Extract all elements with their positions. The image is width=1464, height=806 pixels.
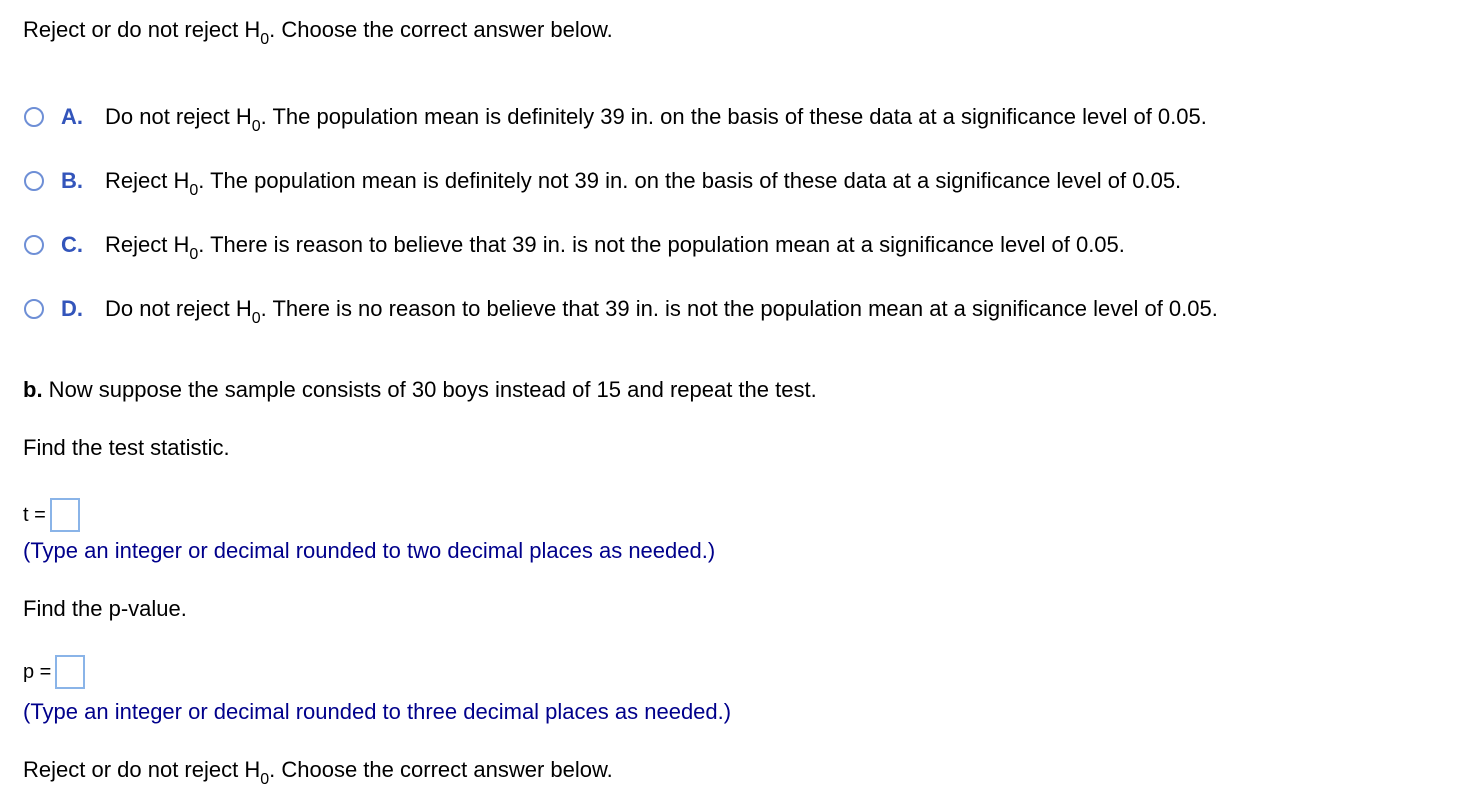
option-c[interactable]: [24, 229, 1125, 261]
find-p-value-label: Find the p-value.: [23, 596, 187, 621]
prompt-text: Reject or do not reject H: [23, 17, 261, 42]
t-answer-row: [23, 498, 80, 532]
radio-button-b[interactable]: [24, 171, 44, 191]
option-a[interactable]: [24, 101, 1207, 133]
final-prompt: [23, 756, 613, 787]
prompt-subscript: 0: [260, 31, 270, 48]
option-letter-d: D.: [61, 296, 83, 321]
option-text-a: Do not reject $H_0$. The population mean is definitely 39 in. on the basis of these data at a significance level of 0.05.: [105, 104, 1207, 135]
option-b[interactable]: [24, 165, 1181, 197]
t-label: t =: [23, 503, 46, 526]
part-b-statement: [23, 376, 817, 404]
option-text-b: Reject $H_0$. The population mean is definitely not 39 in. on the basis of these data at a significance level of 0.05.: [105, 168, 1182, 199]
option-d[interactable]: [24, 293, 1218, 325]
option-letter-c: C.: [61, 232, 83, 257]
final-prompt-text: Reject or do not reject H: [23, 757, 261, 782]
radio-button-d[interactable]: [24, 299, 44, 319]
radio-button-c[interactable]: [24, 235, 44, 255]
part-b-text: Now suppose the sample consists of 30 boys instead of 15 and repeat the test.: [42, 377, 817, 402]
p-hint: (Type an integer or decimal rounded to three decimal places as needed.): [23, 699, 732, 724]
part-b-label: b.: [23, 377, 43, 402]
option-letter-b: B.: [61, 168, 83, 193]
p-input[interactable]: [55, 655, 85, 689]
final-prompt-subscript: 0: [260, 771, 270, 788]
question-prompt: [23, 16, 613, 47]
option-letter-a: A.: [61, 104, 83, 129]
p-answer-row: [23, 655, 85, 689]
option-text-d: Do not reject $H_0$. There is no reason to believe that 39 in. is not the population mean at a significance level of 0.05.: [105, 296, 1218, 327]
prompt-text-end: . Choose the correct answer below.: [269, 17, 613, 42]
option-text-c: Reject $H_0$. There is reason to believe that 39 in. is not the population mean at a significance level of 0.05.: [105, 232, 1125, 263]
t-hint: (Type an integer or decimal rounded to two decimal places as needed.): [23, 538, 716, 563]
radio-button-a[interactable]: [24, 107, 44, 127]
t-input[interactable]: [50, 498, 80, 532]
find-test-statistic-label: Find the test statistic.: [23, 435, 230, 460]
p-label: p =: [23, 660, 52, 683]
final-prompt-text-end: . Choose the correct answer below.: [269, 757, 613, 782]
